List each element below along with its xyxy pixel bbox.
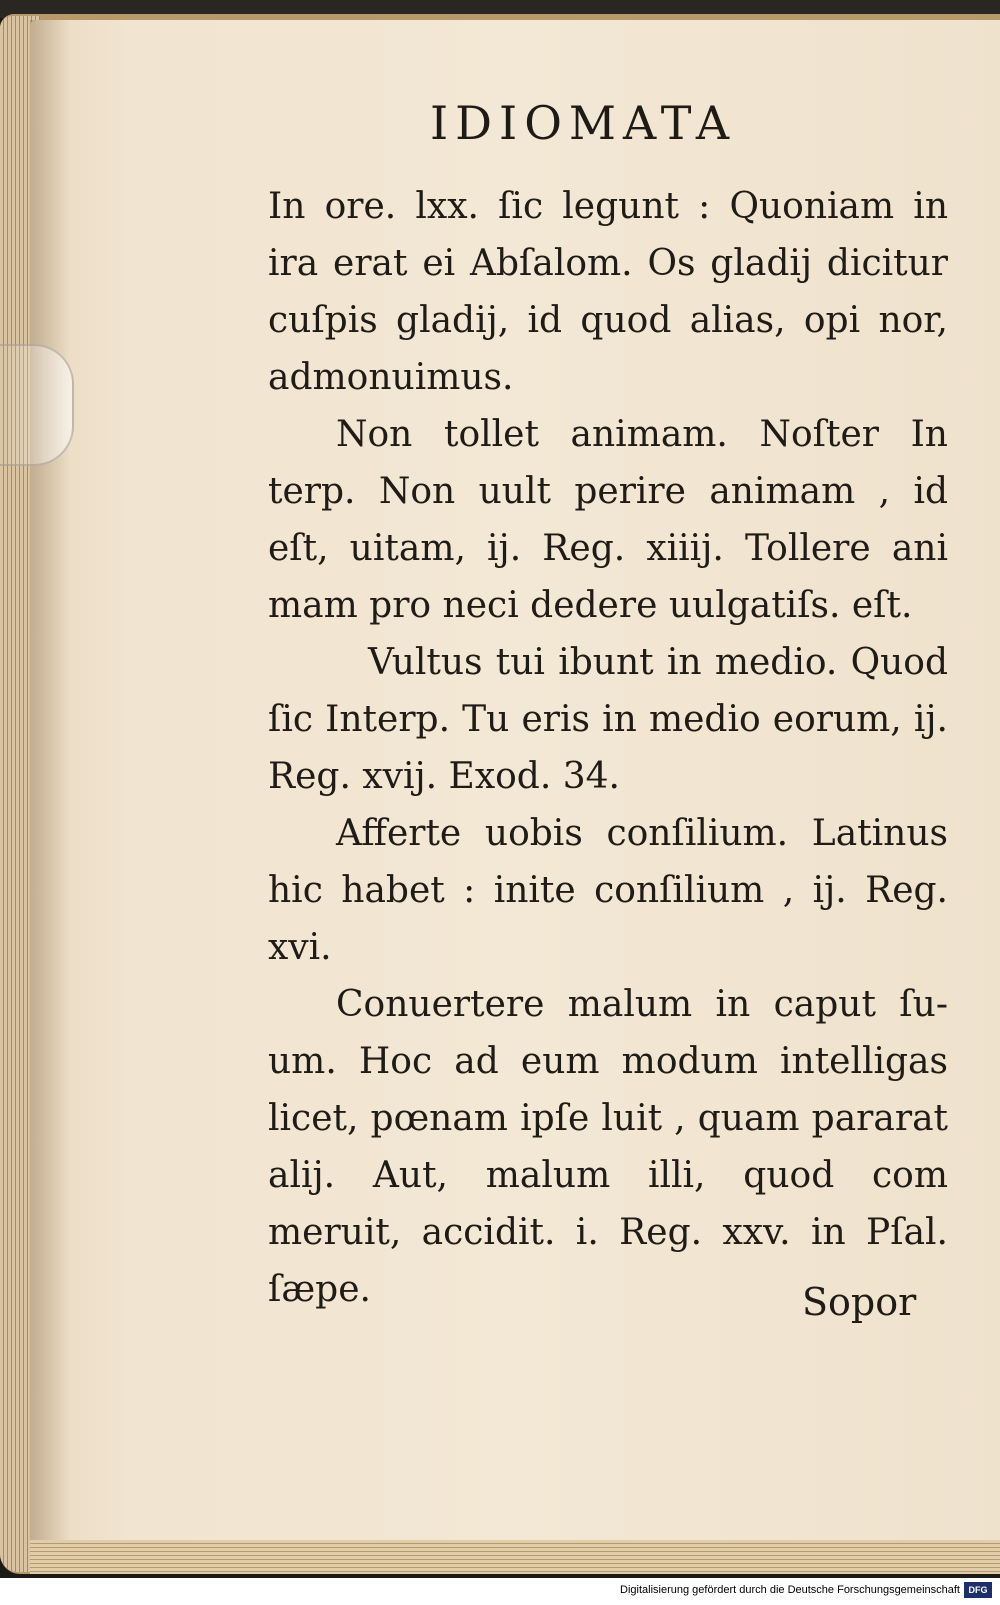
page-edges-bottom bbox=[30, 1540, 1000, 1574]
dfg-logo-icon: DFG bbox=[964, 1582, 992, 1598]
running-header: IDIOMATA bbox=[430, 96, 737, 150]
gutter-shadow bbox=[30, 20, 70, 1550]
catchword: Sopor bbox=[802, 1280, 917, 1324]
funding-credit: Digitalisierung gefördert durch die Deutsche Forschungsgemeinschaft bbox=[620, 1584, 960, 1596]
paragraph-4: Afferte uobis conſilium. Latinus hic habet : inite conſilium , ij. Reg. xvi. bbox=[268, 813, 948, 968]
paragraph-2: Non tollet animam. Noſter In terp. Non uult perire animam , id eſt, uitam, ij. Reg. xiiij. Tollere ani mam pro neci dedere uulgatiſs. eſt. bbox=[268, 414, 948, 626]
paragraph-1: In ore. lxx. ſic legunt : Quoniam in ira erat ei Abſalom. Os gladij dicitur cuſpis gladij, id quod alias, opi nor, admonuimus. bbox=[268, 186, 948, 398]
page-clip-icon bbox=[0, 344, 74, 466]
page-body bbox=[268, 178, 948, 1318]
paragraph-5: Conuertere malum in caput ſuum. Hoc ad eum modum intelligas licet, pœnam ipſe luit , quam pararat alij. Aut, malum illi, quod com meruit, accidit. i. Reg. xxv. in Pſal. ſæpe. bbox=[268, 984, 948, 1310]
paragraph-3: Vultus tui ibunt in medio. Quod ſic Interp. Tu eris in medio eorum, ij. Reg. xvij. Exod. 34. bbox=[268, 642, 948, 797]
